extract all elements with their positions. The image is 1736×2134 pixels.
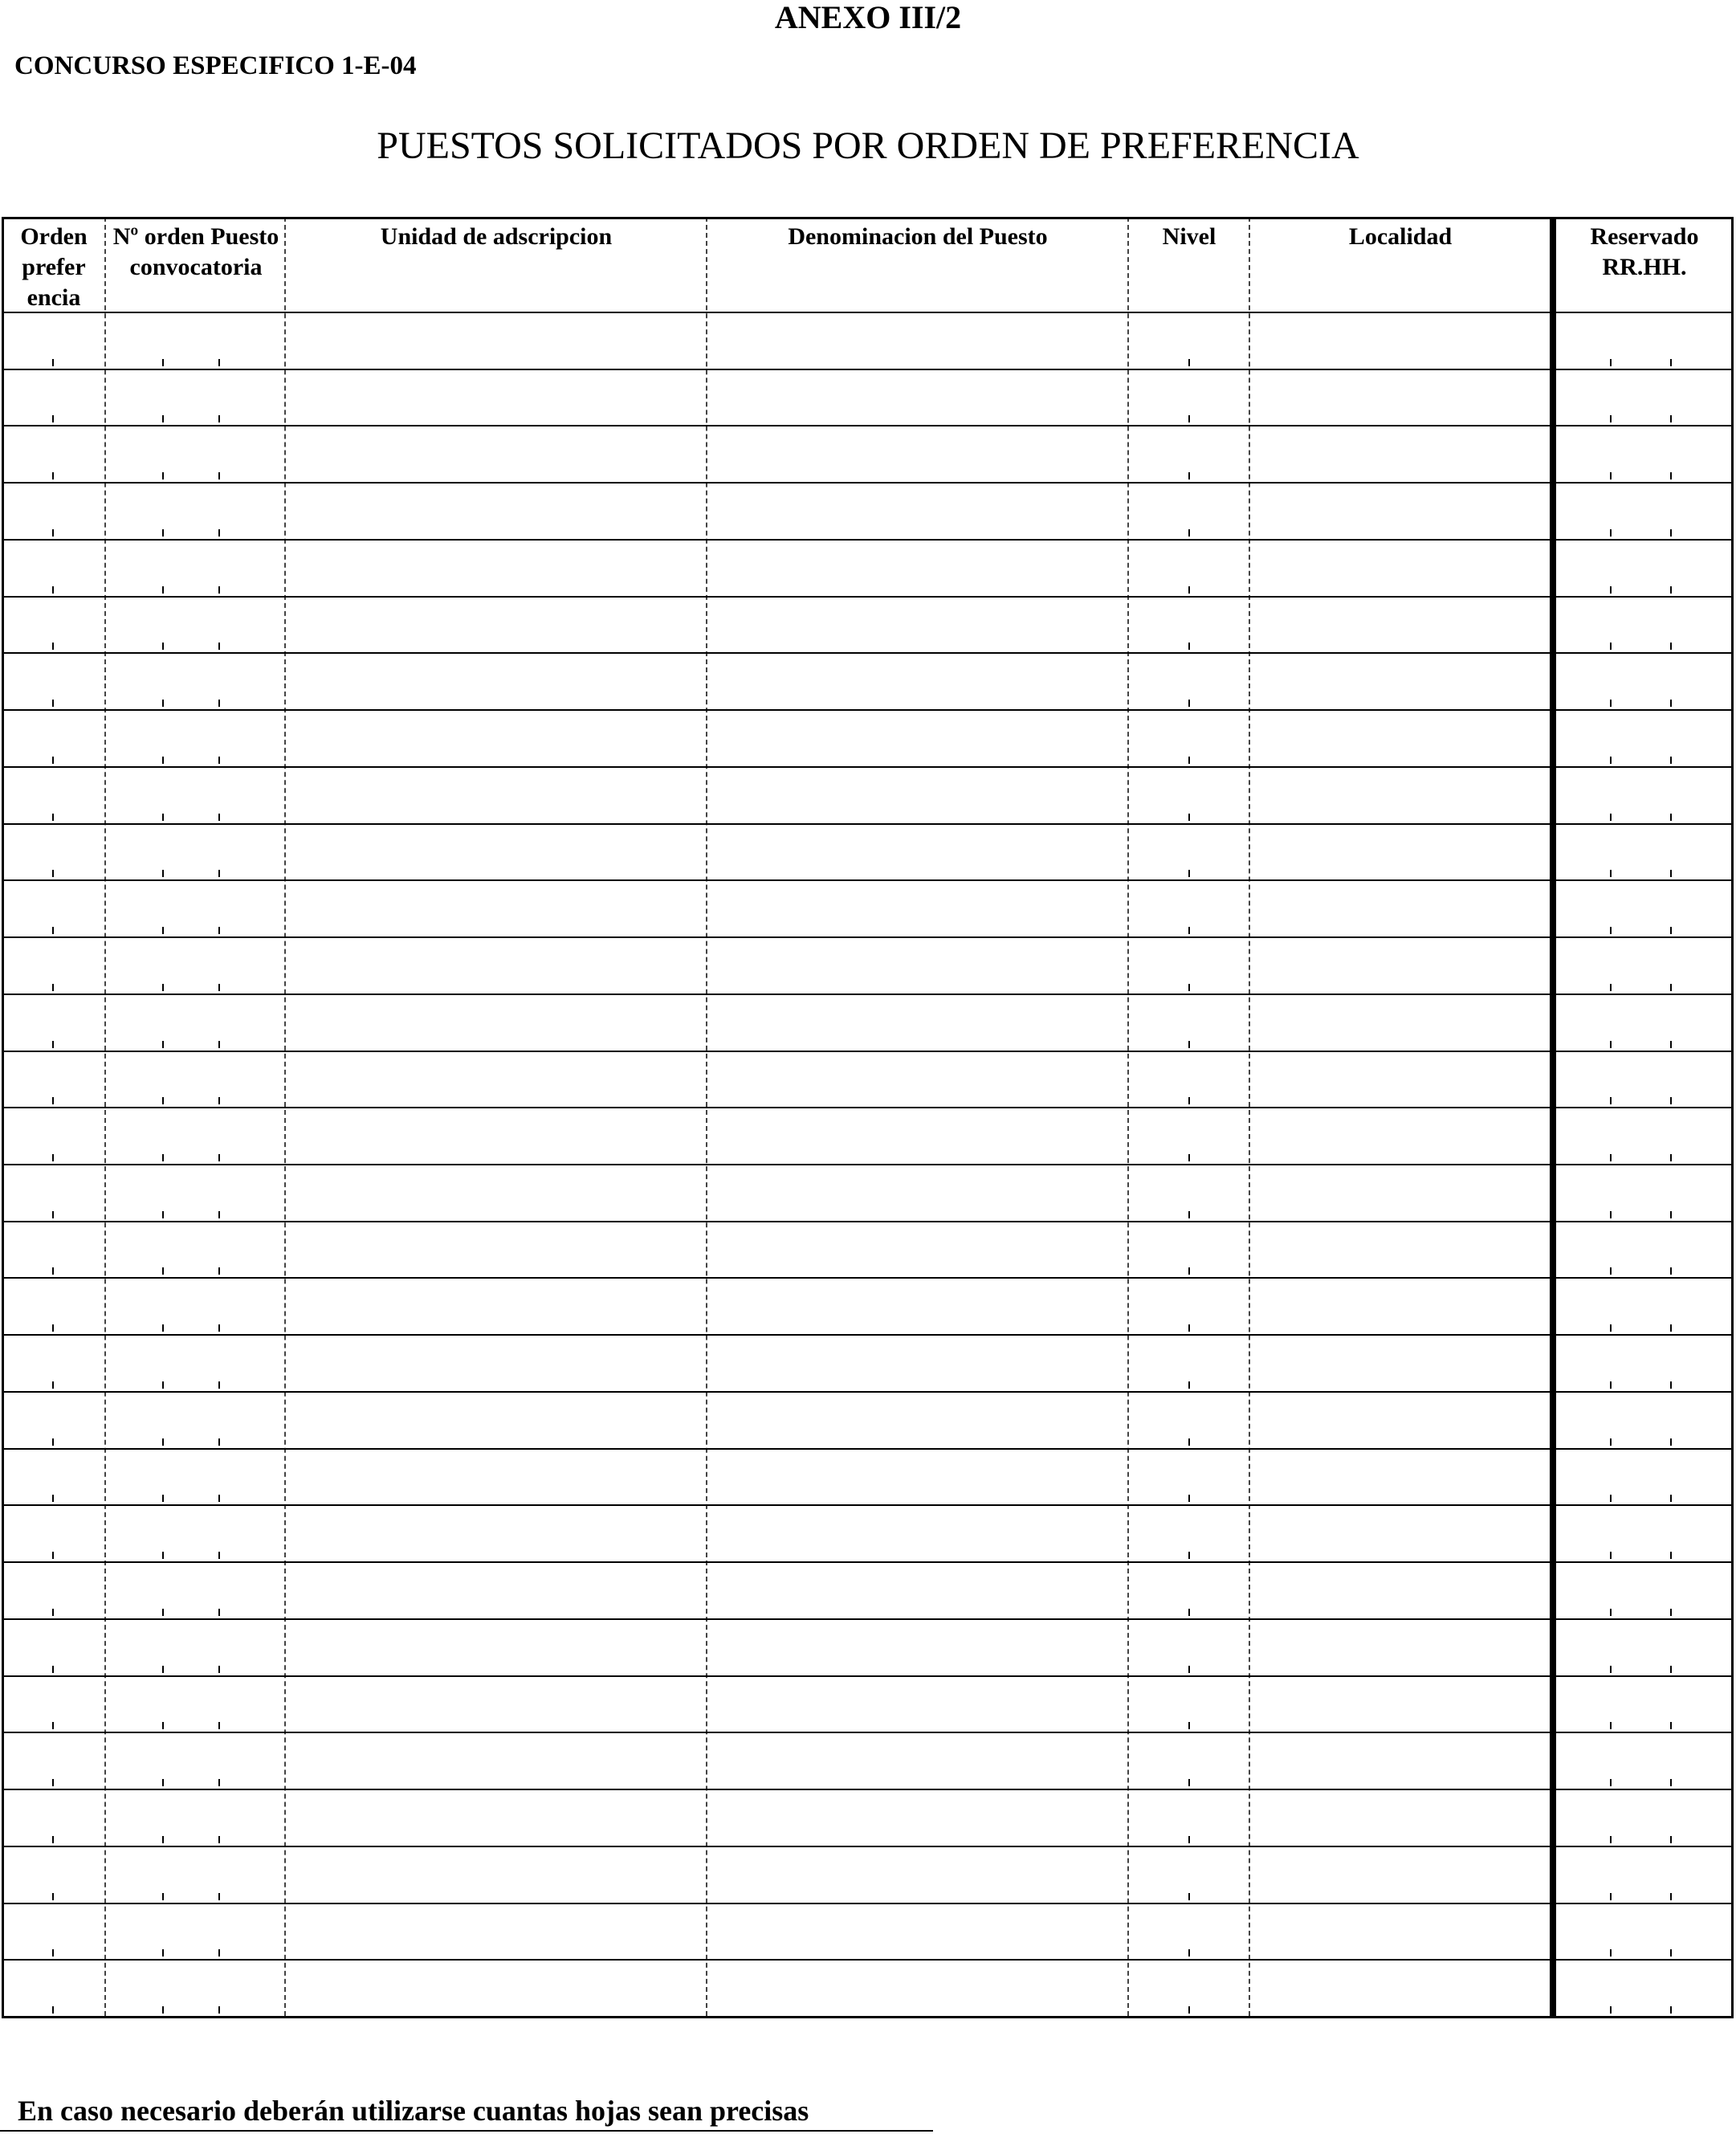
field-tick-mark: [52, 1097, 54, 1104]
table-row[interactable]: [2, 823, 1734, 880]
field-tick-mark: [162, 1495, 164, 1502]
table-row[interactable]: [2, 1277, 1734, 1334]
field-tick-mark: [162, 1949, 164, 1957]
field-tick-mark: [1610, 1836, 1612, 1843]
field-tick-mark: [1188, 415, 1190, 422]
field-tick-mark: [1610, 1267, 1612, 1275]
field-tick-mark: [1670, 2006, 1672, 2014]
field-tick-mark: [1670, 700, 1672, 707]
field-tick-mark: [52, 643, 54, 650]
field-tick-mark: [1610, 472, 1612, 479]
field-tick-mark: [1610, 1324, 1612, 1332]
table-row[interactable]: [2, 1391, 1734, 1448]
field-tick-mark: [52, 472, 54, 479]
field-tick-mark: [218, 1893, 220, 1900]
table-row[interactable]: [2, 1959, 1734, 2016]
field-tick-mark: [1670, 472, 1672, 479]
field-tick-mark: [1610, 1381, 1612, 1389]
field-tick-mark: [218, 1609, 220, 1616]
field-tick-mark: [52, 700, 54, 707]
field-tick-mark: [218, 586, 220, 594]
field-tick-mark: [162, 1041, 164, 1048]
field-tick-mark: [1610, 870, 1612, 877]
field-tick-mark: [1188, 529, 1190, 537]
field-tick-mark: [1610, 1722, 1612, 1729]
row-divider: [2, 2016, 1734, 2018]
field-tick-mark: [162, 1609, 164, 1616]
field-tick-mark: [1610, 415, 1612, 422]
field-tick-mark: [1670, 1324, 1672, 1332]
field-tick-mark: [1670, 1154, 1672, 1161]
field-tick-mark: [218, 757, 220, 764]
field-tick-mark: [1188, 2006, 1190, 2014]
field-tick-mark: [1188, 1211, 1190, 1218]
field-tick-mark: [218, 1438, 220, 1446]
field-tick-mark: [162, 1324, 164, 1332]
field-tick-mark: [1610, 1552, 1612, 1559]
field-tick-mark: [218, 2006, 220, 2014]
field-tick-mark: [218, 927, 220, 934]
field-tick-mark: [52, 1666, 54, 1673]
field-tick-mark: [218, 1097, 220, 1104]
field-tick-mark: [52, 984, 54, 991]
field-tick-mark: [1670, 1041, 1672, 1048]
table-row[interactable]: [2, 1732, 1734, 1789]
field-tick-mark: [52, 927, 54, 934]
field-tick-mark: [1610, 1097, 1612, 1104]
field-tick-mark: [162, 643, 164, 650]
table-row[interactable]: [2, 994, 1734, 1051]
table-row[interactable]: [2, 1846, 1734, 1903]
field-tick-mark: [1670, 1722, 1672, 1729]
field-tick-mark: [1610, 927, 1612, 934]
field-tick-mark: [1670, 984, 1672, 991]
field-tick-mark: [1670, 1779, 1672, 1786]
field-tick-mark: [162, 529, 164, 537]
field-tick-mark: [218, 643, 220, 650]
field-tick-mark: [52, 1211, 54, 1218]
field-tick-mark: [1670, 1267, 1672, 1275]
field-tick-mark: [218, 1211, 220, 1218]
field-tick-mark: [1610, 984, 1612, 991]
field-tick-mark: [218, 700, 220, 707]
table-row[interactable]: [2, 652, 1734, 709]
column-header-reservado: Reservado RR.HH.: [1590, 223, 1699, 280]
field-tick-mark: [1670, 1666, 1672, 1673]
field-tick-mark: [218, 359, 220, 366]
field-tick-mark: [218, 1779, 220, 1786]
field-tick-mark: [1188, 1381, 1190, 1389]
field-tick-mark: [52, 1495, 54, 1502]
field-tick-mark: [218, 1722, 220, 1729]
field-tick-mark: [1188, 643, 1190, 650]
field-tick-mark: [218, 472, 220, 479]
table-row[interactable]: [2, 766, 1734, 823]
table-row[interactable]: [2, 425, 1734, 482]
field-tick-mark: [162, 1097, 164, 1104]
field-tick-mark: [218, 1154, 220, 1161]
table-row[interactable]: [2, 936, 1734, 994]
field-tick-mark: [1188, 1609, 1190, 1616]
field-tick-mark: [1188, 1893, 1190, 1900]
table-row[interactable]: [2, 596, 1734, 653]
field-tick-mark: [1670, 1381, 1672, 1389]
table-row[interactable]: [2, 1448, 1734, 1505]
field-tick-mark: [1188, 1097, 1190, 1104]
field-tick-mark: [1610, 1041, 1612, 1048]
field-tick-mark: [1670, 1609, 1672, 1616]
field-tick-mark: [52, 415, 54, 422]
table-row[interactable]: [2, 1504, 1734, 1561]
field-tick-mark: [1188, 359, 1190, 366]
field-tick-mark: [218, 1836, 220, 1843]
field-tick-mark: [1188, 1836, 1190, 1843]
field-tick-mark: [1670, 1097, 1672, 1104]
field-tick-mark: [52, 1779, 54, 1786]
table-row[interactable]: [2, 369, 1734, 426]
field-tick-mark: [1670, 586, 1672, 594]
field-tick-mark: [162, 984, 164, 991]
field-tick-mark: [1188, 586, 1190, 594]
field-tick-mark: [52, 870, 54, 877]
field-tick-mark: [162, 1211, 164, 1218]
field-tick-mark: [1188, 1495, 1190, 1502]
field-tick-mark: [52, 1267, 54, 1275]
table-row[interactable]: [2, 879, 1734, 936]
column-header-numero-orden: Nº orden Puesto convocatoria: [112, 223, 279, 280]
field-tick-mark: [162, 1666, 164, 1673]
field-tick-mark: [1610, 359, 1612, 366]
field-tick-mark: [218, 1666, 220, 1673]
field-tick-mark: [1610, 643, 1612, 650]
field-tick-mark: [218, 415, 220, 422]
field-tick-mark: [1610, 1779, 1612, 1786]
footer-note: En caso necesario deberán utilizarse cuantas hojas sean precisas: [18, 2095, 809, 2127]
field-tick-mark: [162, 1836, 164, 1843]
field-tick-mark: [218, 1381, 220, 1389]
field-tick-mark: [1670, 415, 1672, 422]
field-tick-mark: [218, 984, 220, 991]
field-tick-mark: [218, 814, 220, 821]
column-header-orden-preferencia: Orden prefer encia: [20, 223, 88, 311]
field-tick-mark: [52, 1154, 54, 1161]
field-tick-mark: [162, 472, 164, 479]
table-row[interactable]: [2, 1789, 1734, 1846]
field-tick-mark: [1610, 700, 1612, 707]
field-tick-mark: [162, 1552, 164, 1559]
field-tick-mark: [52, 1609, 54, 1616]
field-tick-mark: [162, 1154, 164, 1161]
table-row[interactable]: [2, 1903, 1734, 1960]
field-tick-mark: [52, 1041, 54, 1048]
field-tick-mark: [1188, 1949, 1190, 1957]
field-tick-mark: [52, 1381, 54, 1389]
field-tick-mark: [1188, 1438, 1190, 1446]
field-tick-mark: [162, 1779, 164, 1786]
field-tick-mark: [1188, 814, 1190, 821]
field-tick-mark: [52, 2006, 54, 2014]
field-tick-mark: [218, 1267, 220, 1275]
field-tick-mark: [162, 1893, 164, 1900]
field-tick-mark: [218, 1324, 220, 1332]
field-tick-mark: [1670, 1552, 1672, 1559]
field-tick-mark: [1188, 870, 1190, 877]
field-tick-mark: [218, 1041, 220, 1048]
field-tick-mark: [52, 757, 54, 764]
field-tick-mark: [52, 1893, 54, 1900]
field-tick-mark: [1188, 1041, 1190, 1048]
field-tick-mark: [52, 1552, 54, 1559]
field-tick-mark: [1670, 1893, 1672, 1900]
field-tick-mark: [1670, 1949, 1672, 1957]
field-tick-mark: [162, 700, 164, 707]
field-tick-mark: [52, 1438, 54, 1446]
field-tick-mark: [52, 1949, 54, 1957]
field-tick-mark: [1188, 1324, 1190, 1332]
field-tick-mark: [1610, 1666, 1612, 1673]
field-tick-mark: [218, 870, 220, 877]
field-tick-mark: [52, 529, 54, 537]
field-tick-mark: [1670, 927, 1672, 934]
field-tick-mark: [162, 1438, 164, 1446]
column-header-localidad: Localidad: [1348, 223, 1453, 250]
field-tick-mark: [1610, 1154, 1612, 1161]
field-tick-mark: [162, 586, 164, 594]
field-tick-mark: [1188, 1154, 1190, 1161]
table-row[interactable]: [2, 1334, 1734, 1391]
field-tick-mark: [1610, 814, 1612, 821]
table-top-border: [2, 217, 1734, 219]
page-title: PUESTOS SOLICITADOS POR ORDEN DE PREFERENCIA: [377, 124, 1359, 167]
field-tick-mark: [1188, 1779, 1190, 1786]
table-row[interactable]: [2, 1675, 1734, 1732]
anexo-title: ANEXO III/2: [774, 0, 962, 35]
field-tick-mark: [1670, 643, 1672, 650]
footer-underline: [0, 2130, 933, 2132]
field-tick-mark: [162, 1381, 164, 1389]
field-tick-mark: [1670, 1495, 1672, 1502]
field-tick-mark: [1670, 359, 1672, 366]
field-tick-mark: [1610, 1211, 1612, 1218]
field-tick-mark: [1610, 2006, 1612, 2014]
field-tick-mark: [1188, 757, 1190, 764]
field-tick-mark: [1188, 1666, 1190, 1673]
preference-table: [2, 217, 1734, 2016]
field-tick-mark: [162, 359, 164, 366]
field-tick-mark: [1610, 586, 1612, 594]
field-tick-mark: [1188, 472, 1190, 479]
field-tick-mark: [162, 870, 164, 877]
field-tick-mark: [162, 415, 164, 422]
field-tick-mark: [1188, 1552, 1190, 1559]
field-tick-mark: [1188, 927, 1190, 934]
field-tick-mark: [218, 1495, 220, 1502]
field-tick-mark: [52, 1836, 54, 1843]
table-row[interactable]: [2, 482, 1734, 539]
table-row[interactable]: [2, 1107, 1734, 1164]
field-tick-mark: [1670, 814, 1672, 821]
column-header-denominacion: Denominacion del Puesto: [788, 223, 1048, 250]
field-tick-mark: [1188, 1267, 1190, 1275]
field-tick-mark: [218, 1552, 220, 1559]
field-tick-mark: [162, 814, 164, 821]
field-tick-mark: [52, 1324, 54, 1332]
field-tick-mark: [52, 359, 54, 366]
field-tick-mark: [1610, 529, 1612, 537]
field-tick-mark: [1670, 1836, 1672, 1843]
field-tick-mark: [1610, 1893, 1612, 1900]
field-tick-mark: [1670, 1438, 1672, 1446]
field-tick-mark: [218, 1949, 220, 1957]
table-row[interactable]: [2, 1221, 1734, 1278]
field-tick-mark: [1670, 757, 1672, 764]
field-tick-mark: [1610, 1609, 1612, 1616]
field-tick-mark: [1670, 870, 1672, 877]
field-tick-mark: [1188, 1722, 1190, 1729]
field-tick-mark: [162, 757, 164, 764]
table-row[interactable]: [2, 312, 1734, 369]
field-tick-mark: [218, 529, 220, 537]
table-row[interactable]: [2, 709, 1734, 766]
concurso-code: CONCURSO ESPECIFICO 1-E-04: [14, 51, 417, 80]
table-row[interactable]: [2, 1561, 1734, 1618]
table-row[interactable]: [2, 1164, 1734, 1221]
field-tick-mark: [162, 2006, 164, 2014]
field-tick-mark: [1188, 700, 1190, 707]
field-tick-mark: [1670, 529, 1672, 537]
field-tick-mark: [1610, 1949, 1612, 1957]
field-tick-mark: [1610, 1495, 1612, 1502]
column-header-unidad: Unidad de adscripcion: [380, 223, 613, 250]
field-tick-mark: [1670, 1211, 1672, 1218]
field-tick-mark: [52, 814, 54, 821]
field-tick-mark: [1610, 757, 1612, 764]
table-row[interactable]: [2, 539, 1734, 596]
column-header-nivel: Nivel: [1162, 223, 1216, 250]
field-tick-mark: [52, 586, 54, 594]
field-tick-mark: [1610, 1438, 1612, 1446]
field-tick-mark: [162, 1267, 164, 1275]
table-row[interactable]: [2, 1051, 1734, 1108]
field-tick-mark: [1188, 984, 1190, 991]
field-tick-mark: [52, 1722, 54, 1729]
field-tick-mark: [162, 927, 164, 934]
field-tick-mark: [162, 1722, 164, 1729]
table-row[interactable]: [2, 1618, 1734, 1675]
